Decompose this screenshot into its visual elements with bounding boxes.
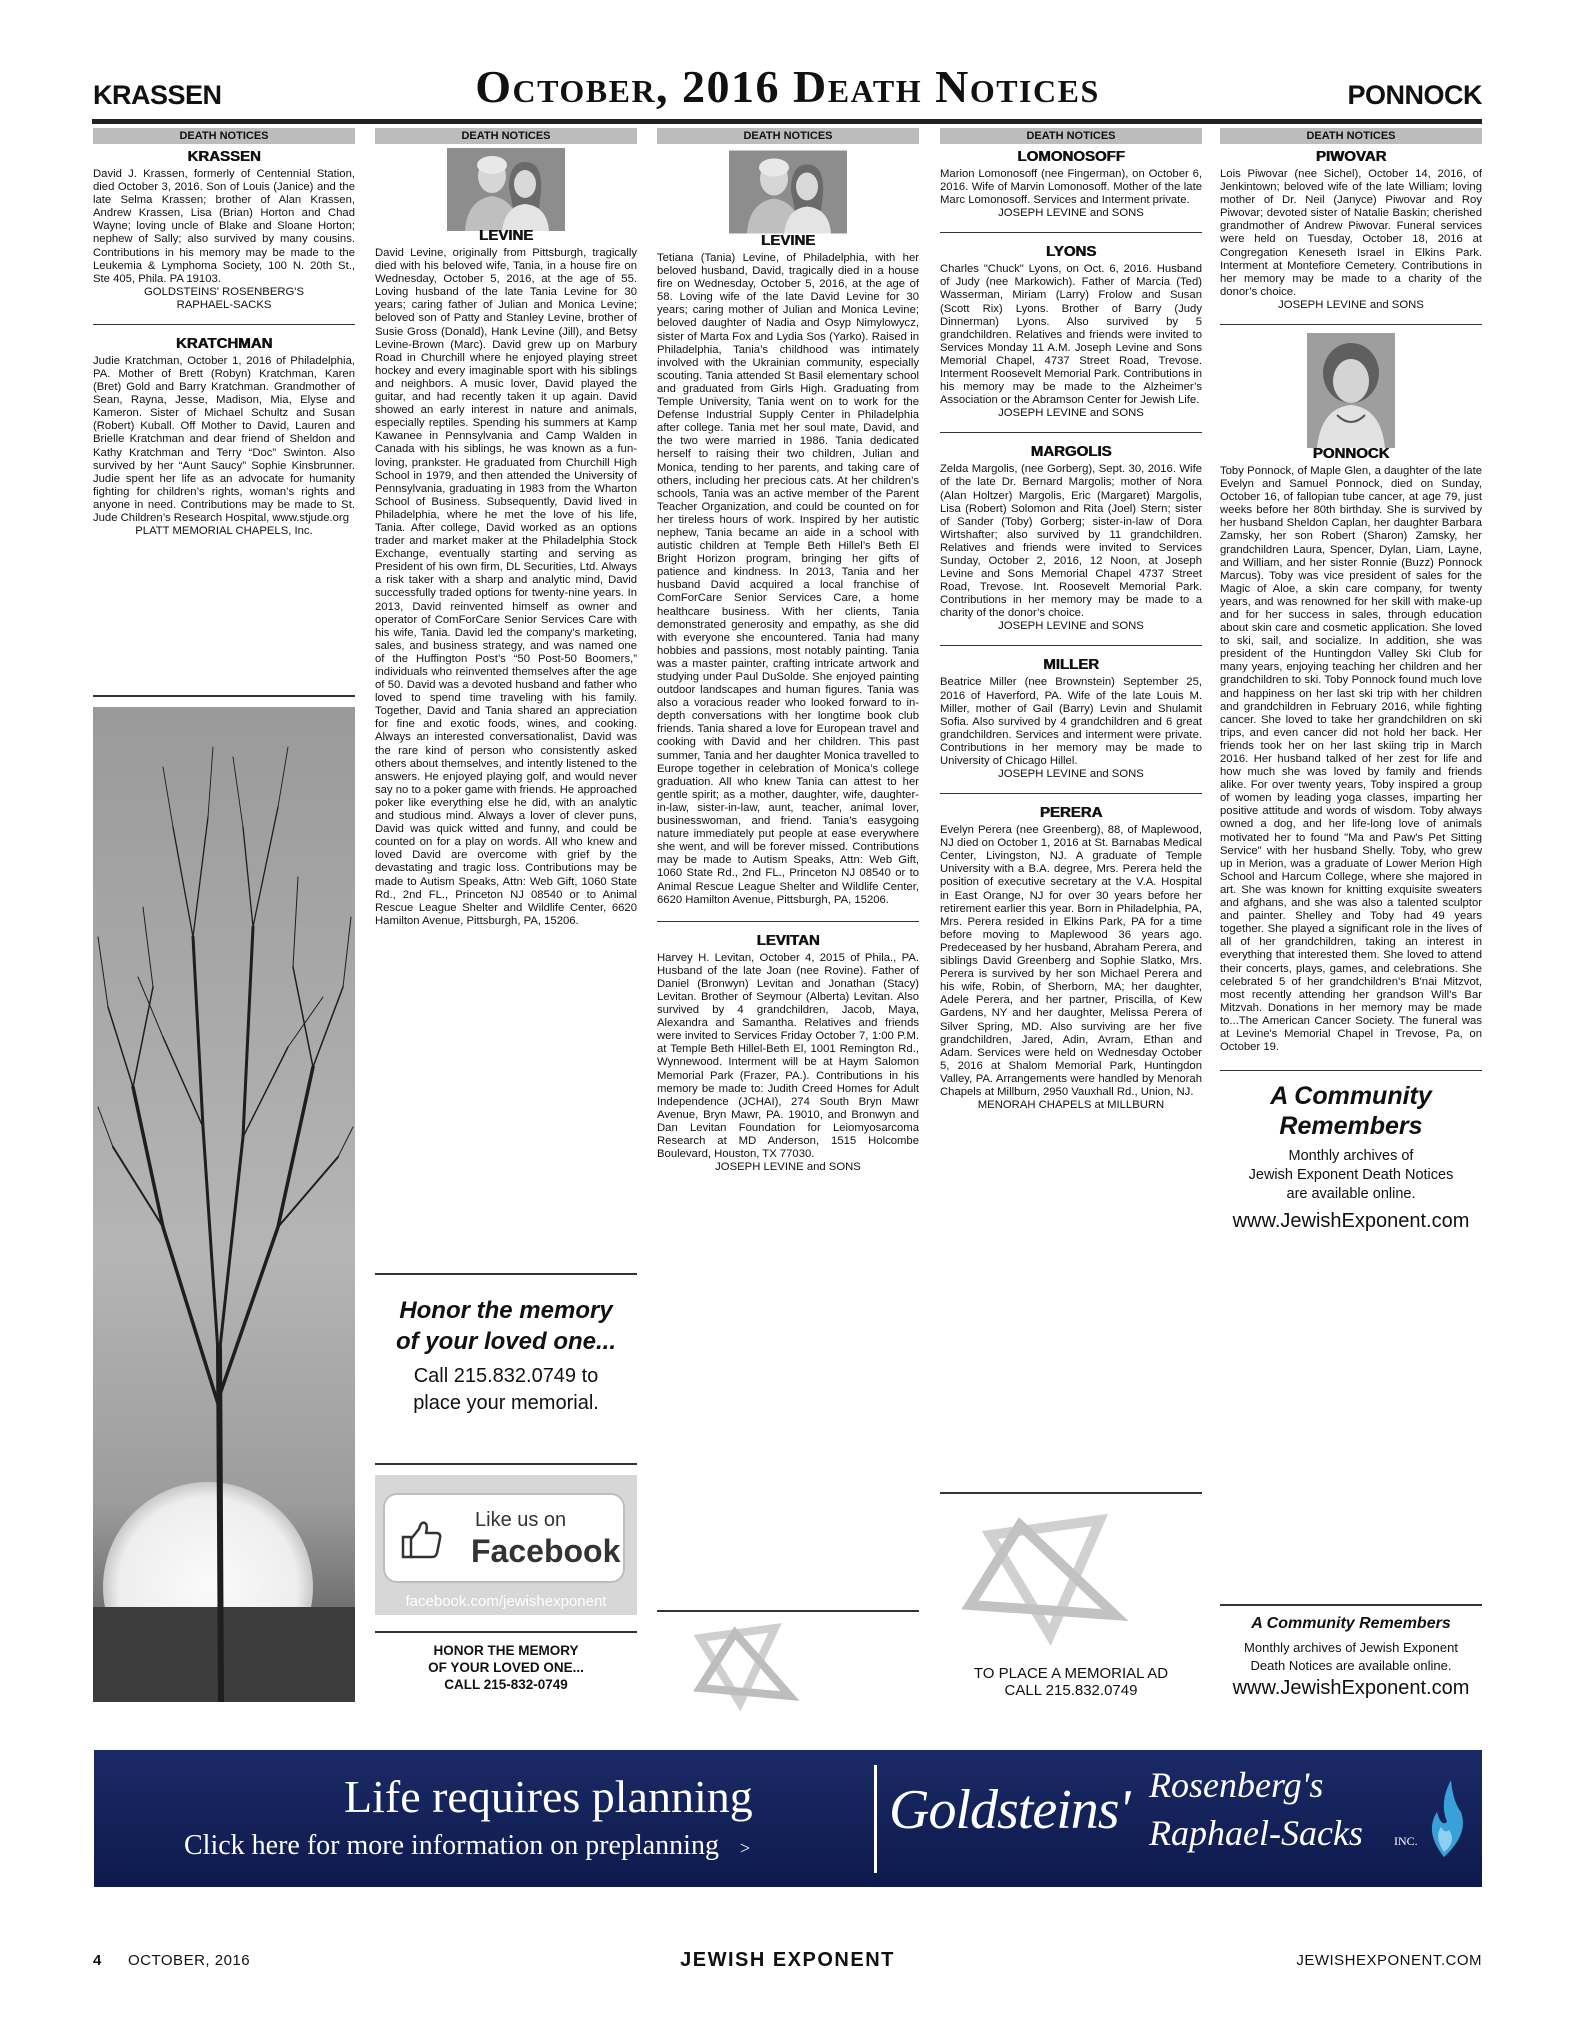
notice-text: Judie Kratchman, October 1, 2016 of Philadelphia, PA. Mother of Brett (Robyn) Kratchman, Karen (Bret) Gold and Barry Kratchman. Grandmother of Sean, Rayna, Jesse, Madison, Mia, Elyse and Kameron. Sister of Michael Schultz and Susan (Robert) Kuball. Off Mother to David, Lauren and Brielle Kratchman and dear friend of Sheldon and Kathy Kratchman and Terry “Doc” Swinton. Also survived by her “Aunt Saucy” Sophie Kinsbrunner. Judie spent her life as an advocate for humanity fighting for children’s rights, woman’s rights and anyone in need. Contributions may be made to St. Jude Children’s Research Hospital, www.stjude.org [93, 354, 355, 524]
notice-levitan [657, 932, 919, 1175]
footer-page-number: 4 [93, 1952, 102, 1969]
community-remembers-ad-small[interactable] [1220, 1613, 1482, 1700]
divider [1220, 324, 1482, 325]
banner-link[interactable] [184, 1830, 750, 1862]
star-of-david-icon [950, 1505, 1150, 1655]
notice-text: Toby Ponnock, of Maple Glen, a daughter of the late Evelyn and Samuel Ponnock, died on Sunday, October 16, of fallopian tube cancer, at age 79, just weeks before her 80th birthday. She is survived by her husband Sheldon Caplan, her daughter Barbara Zamsky, her son Robert (Sharon) Zamsky, her grandchildren Laura, Spencer, Dylan, Liam, Layne, and William, and her sister Ronnie (Buzz) Ponnock Marcus). Toby was vice president of sales for the Magic of Aloe, a skin care company, for twenty years, and was renowned for her skill with make-up and for her success in sales, through education about skin care and cosmetic application. She loved to ski, sail, and socialize. In addition, she was president of the Huntingdon Valley Ski Club for many years, enjoying teaching her children and her grandchildren to ski. Toby Ponnock found much love and happiness on her last ski trip with her children and grandchildren in February 2016, while fighting cancer. She loved to take her grandchildren on ski trips, and even cancer did not hold her back. Her friends took her on her last skiing trip in March 2016. Her husband talked of her zest for life and how much she was loved by family and friends alike. For over twenty years, Toby inspired a group of women by leading yoga classes, imparting her positive attitude and words of wisdom. Toby always owned a dog, and her life-long love of animals motivated her to found "Ma and Paw's Pet Sitting Service" with her husband Shelly. Toby, who grew up in Merion, was a graduate of Lower Merion High School and Harcum College, where she majored in art. She was known for knitting exquisite sweaters and afghans, and she was also a talented sculptor and painter. Shelley and Toby had 49 years together. She played a significant role in the lives of all of her grandchildren, taking an interest in everything that interested them. She loved to attend their concerts, plays, games, and celebrations. She celebrated 5 of her grandchildren's B'nai Mitzvot, most recently attending her grandson Will's Bar Mitzvah. Donations in her memory may be made to...The American Cancer Society. The funeral was at Levine's Memorial Chapel in Trevose, Pa, on October 19. [1220, 464, 1482, 1054]
cta-line: CALL 215-832-0749 [444, 1677, 568, 1692]
divider [375, 1463, 637, 1465]
notice-name: PIWOVAR [1315, 148, 1387, 165]
notice-text: Harvey H. Levitan, October 4, 2015 of Phila., PA. Husband of the late Joan (nee Rovine). Father of Daniel (Bronwyn) Levitan and Jonathan (Stacy) Levitan. Brother of Seymour (Alberta) Levitan. Also survived by 4 grandchildren, Jacob, Maya, Alexandra and Samantha. Relatives and friends were invited to Services Friday October 7, 1:00 P.M. at Temple Beth Hillel-Beth El, 1001 Remington Rd., Wynnewood. Interment will be at Haym Salomon Memorial Park (Frazer, PA.). Contributions in his memory be made to: Judith Creed Homes for Adult Independence (JCHAI), 274 South Bryn Mawr Avenue, Bryn Mawr, PA. 19010, and Bronwyn and Dan Levitan Foundation for Leiomyosarcoma Research at MD Anderson, 1515 Holcombe Boulevard, Houston, TX 77030. [657, 951, 919, 1161]
page-title: October, 2016 Death Notices [475, 61, 1100, 112]
banner-divider [874, 1765, 877, 1873]
divider [375, 1273, 637, 1275]
facebook-url[interactable]: facebook.com/jewishexponent [405, 1593, 607, 1610]
notice-signature: MENORAH CHAPELS at MILLBURN [977, 1099, 1165, 1112]
notice-name: LYONS [1045, 243, 1097, 261]
acr-subtitle: are available online. [1286, 1186, 1416, 1203]
acr-title: Remembers [1279, 1112, 1423, 1141]
notice-text: Lois Piwovar (nee Sichel), October 14, 2016, of Jenkintown; beloved wife of the late William; loving mother of Dr. Neil (Janyce) Piwovar and Roy Piwovar; devoted sister of Natalie Baskin; cherished grandmother of Andrew Piwovar. Funeral services were held on Tuesday, October 18, 2016 at Congregation Keneseth Israel in Elkins Park. Interment at Montefiore Cemetery. Contributions in her memory may be made to a charity of the donor’s choice. [1220, 168, 1482, 298]
notice-name: LEVINE [478, 227, 534, 244]
notice-name: KRASSEN [187, 148, 261, 165]
notice-text: Evelyn Perera (nee Greenberg), 88, of Maplewood, NJ died on October 1, 2016 at St. Barnabas Medical Center, Livingston, NJ. A graduate of Temple University with a B.A. degree, Mrs. Perera held the position of executive secretary at the V.A. Hospital in East Orange, NJ for over 30 years before her retirement earlier this year. Born in Philadelphia, PA, Mrs. Perera resided in Elkins Park, PA for a time before moving to Maplewood 36 years ago. Predeceased by her husband, Abraham Perera, and siblings David Greenberg and Sophie Slatko, Mrs. Perera is survived by her son Michael Perera and his wife, Robin, of Sherborn, MA; her daughter, Adele Perera, and her partner, Priscilla, of Kew Gardens, NY and her daughter, Melissa Perera of Silver Spring, MD. Also surviving are her five grandchildren, Jared, Adin, Avram, Ethan and Adam. Services were held on Wednesday October 5, 2016 at Shalom Memorial Park, Huntingdon Valley, PA. Arrangements were handled by Menorah Chapels at Millburn, 2950 Vauxhall Rd., Union, NJ. [940, 824, 1202, 1098]
header-right-name: PONNOCK [1347, 80, 1482, 110]
divider [940, 793, 1202, 794]
acr-title: A Community [1270, 1082, 1432, 1111]
star-of-david-icon [680, 1618, 880, 1718]
column-header: DEATH NOTICES [1220, 128, 1482, 144]
acr-subtitle: Monthly archives of Jewish Exponent [1244, 1640, 1458, 1655]
notice-name: LEVITAN [756, 931, 820, 949]
logo-raphael-sacks: Raphael-Sacks [1149, 1813, 1363, 1853]
column-5 [1220, 128, 1482, 1233]
cta-line: TO PLACE A MEMORIAL AD [973, 1665, 1169, 1682]
column-header: DEATH NOTICES [375, 128, 637, 144]
notice-signature: JOSEPH LEVINE and SONS [1278, 298, 1424, 311]
divider [375, 1631, 637, 1633]
divider [940, 1492, 1202, 1494]
notice-text: Beatrice Miller (nee Brownstein) September 25, 2016 of Haverford, PA. Wife of the late Louis M. Miller, mother of Gail (Barry) Levin and Shulamit Sofia. Also survived by 4 grandchildren and 6 great grandchildren. Services and interment were private. Contributions in her memory may be made to University of Chicago Hillel. [940, 676, 1202, 767]
notice-name: MILLER [1043, 656, 1099, 674]
notice-text: Marion Lomonosoff (nee Fingerman), on October 6, 2016. Wife of Marvin Lomonosoff. Mother of the late Marc Lomonosoff. Services and Interment private. [940, 168, 1202, 207]
place-memorial-cta [940, 1665, 1202, 1699]
tree-sun-photo [93, 707, 355, 1702]
notice-name: LEVINE [760, 232, 816, 249]
notice-signature: JOSEPH LEVINE and SONS [998, 768, 1144, 781]
column-4 [940, 128, 1202, 1112]
facebook-ad[interactable] [375, 1475, 637, 1615]
notice-signature: JOSEPH LEVINE and SONS [998, 407, 1144, 420]
honor-memory-cta [375, 1642, 637, 1693]
header-left-name: KRASSEN [93, 80, 222, 110]
column-header: DEATH NOTICES [93, 128, 355, 144]
couple-photo [729, 148, 847, 236]
facebook-like-text: Like us on [475, 1509, 567, 1531]
acr-title: A Community Remembers [1251, 1615, 1451, 1632]
notice-piwovar [1220, 148, 1482, 312]
notice-text: Tetiana (Tania) Levine, of Philadelphia, with her beloved husband, David, tragically died in a house fire on Wednesday, October 5, 2016, at the age of 58. Loving wife of the late David Levine for 30 years; caring mother of Julian and Monica Levine; beloved daughter of Nadia and Osyp Nimylowycz, sister of Marta Fox and Lydia Sos (Yarko). Raised in Philadelphia, Tania’s childhood was intimately involved with the Ukrainian community, especially scouting. Tania attended St Basil elementary school and graduated from Girls High. Graduating from Temple University, Tania went on to work for the Defense Industrial Supply Center in Philadelphia after college. Tania met her soul mate, David, and the two were married in 1986. Tania dedicated herself to raising their two children, Julian and Monica, tending to her parents, and taking care of others, including her precious cats. At her children’s schools, Tania was an active member of the Parent Teacher Organization, and could be counted on for her tireless hours of work. Inspired by her autistic nephew, Tania became an aide in a school with autistic children at Temple Beth Hillel’s Beth El Bright Horizon program, bringing her gifts of patience and kindness. In 2013, Tania and her husband David acquired a local franchise of ComForCare Senior Services Care, a home healthcare business. With her clients, Tania demonstrated generosity and empathy, as she did with everyone she encountered. Tania had many hobbies and passions, most notably painting. Tania was a master painter, crafting intricate artwork and studying under Paul DuSolde. She enjoyed painting outdoor landscapes and human figures. Tania was also a voracious reader who looked forward to in-depth conversations with her longtime book club friends. Tania shared a love for European travel and cooking with David and her children. This past summer, Tania and her daughter Monica travelled to Europe together in celebration of Monica’s college graduation. All who knew Tania can attest to her gentle spirit; as a mother, daughter, wife, daughter-in-law, sister-in-law, aunt, teacher, animal lover, businesswoman, and friend. Tania’s easygoing nature immediately put people at ease everywhere she went, and will be forever missed. Contributions may be made to Autism Speaks, Attn: Web Gift, 1060 State Rd., 2nd FL., Princeton NJ 08540 or to Animal Rescue League Shelter and Wildlife Center, 6620 Hamilton Avenue, Pittsburgh, PA, 15206. [657, 252, 919, 906]
notice-text: Charles "Chuck" Lyons, on Oct. 6, 2016. Husband of Judy (nee Markowich). Father of Marcia (Ted) Wasserman, Miriam (Larry) Frolow and Susan (Scott Rix) Lyons. Brother of Barry (Judy Dinnerman) Lyons. Also survived by 5 grandchildren. Relatives and friends were invited to Services Monday 11 A.M. Joseph Levine and Sons Memorial Chapel, 4737 Street Road, Trevose. Interment Roosevelt Memorial Park. Contributions in his memory may be made to the Alzheimer’s Association or the Abramson Center for Jewish Life. [940, 263, 1202, 407]
notice-text: David Levine, originally from Pittsburgh, tragically died with his beloved wife, Tania, in a house fire on Wednesday, October 5, 2016, at the age of 55. Loving husband of the late Tania Levine for 30 years; caring father of Julian and Monica Levine; beloved son of Patty and Stanley Levine, brother of Susie Gross (Donald), Hank Levine (Jill), and Betsy Levine-Brown (Marc). David grew up on Marbury Road in Churchill where he enjoyed playing street hockey and every imaginable sport with his siblings and neighbors. A music lover, David played the guitar, and had recently taken it up again. David showed an early interest in nature and animals, especially reptiles. Spending his summers at Kamp Kawanee in Pennsylvania and Camp Walden in Canada with his siblings, he was known as a fun-loving, prankster. He graduated from Churchill High School in 1979, and then attended the University of Pennsylvania, graduating in 1983 from the Wharton School of Business. Subsequently, David lived in Philadelphia, where he met the love of his life, Tania. After college, David worked as an options trader and market maker at the Philadelphia Stock Exchange, eventually starting and serving as President of his own firm, DL Securities, Ltd. Always a risk taker with a sharp and analytic mind, David successfully traded options for twenty-nine years. In 2013, David reinvented himself as owner and operator of ComForCare Senior Services Care with his wife, Tania. David led the company’s marketing, sales, and business strategy, and was named one of the Huffington Post’s “50 Post-50 Boomers,” individuals who reinvented themselves after the age of 50. David was a devoted husband and father who loved to spend time traveling with his family. Together, David and Tania shared an appreciation for fine and exotic foods, wines, and cooking. Always an interested conversationalist, David was the rare kind of person who consistently asked others about themselves, and intently listened to the answers. He enjoyed playing golf, and would never say no to a poker game with friends. He approached poker like everything else he did, with an analytic and studious mind. Always a lover of clever puns, David was quick witted and funny, and could be counted on for a play on words. All who knew and loved David are overcome with grief by the devastating and tragic loss. Contributions may be made to Autism Speaks, Attn: Web Gift, 1060 State Rd., 2nd FL., Princeton NJ 08540 or to Animal Rescue League Shelter and Wildlife Center, 6620 Hamilton Avenue, Pittsburgh, PA, 15206. [375, 247, 637, 927]
facebook-like-button[interactable] [385, 1495, 623, 1581]
column-1 [93, 128, 355, 538]
notice-name: PERERA [1039, 804, 1103, 822]
notice-signature: GOLDSTEINS' ROSENBERG'S [144, 285, 304, 298]
notice-name: LOMONOSOFF [1017, 148, 1125, 165]
notice-signature: RAPHAEL-SACKS [176, 298, 272, 311]
cta-line: HONOR THE MEMORY [433, 1643, 579, 1658]
honor-headline: Honor the memory [399, 1297, 613, 1324]
footer-date: OCTOBER, 2016 [128, 1952, 251, 1969]
divider [940, 232, 1202, 233]
honor-headline: of your loved one... [395, 1328, 617, 1355]
footer-site-link[interactable]: JEWISHEXPONENT.COM [1296, 1952, 1482, 1969]
divider [657, 1610, 919, 1612]
portrait-photo [1307, 333, 1395, 448]
cta-line: CALL 215.832.0749 [1004, 1682, 1138, 1699]
acr-subtitle: Jewish Exponent Death Notices [1248, 1167, 1454, 1184]
notice-signature: JOSEPH LEVINE and SONS [998, 207, 1144, 220]
notice-name: KRATCHMAN [175, 334, 273, 352]
facebook-brand: Facebook [471, 1533, 621, 1569]
notice-text: David J. Krassen, formerly of Centennial Station, died October 3, 2016. Son of Louis (Janice) and the late Selma Krassen; brother of Alan Krassen, Andrew Krassen, Lisa (Brian) Horton and Chad Wayne; loving uncle of Blake and Sloane Horton; nephew of Sally; also survived by many cousins. Contributions in his memory may be made to the Leukemia & Lymphoma Society, 100 N. 20th St., Ste 405, Phila. PA 19103. [93, 168, 355, 285]
logo-inc: INC. [1394, 1834, 1418, 1848]
preplanning-banner-ad[interactable] [94, 1750, 1482, 1887]
divider [93, 695, 355, 697]
column-header: DEATH NOTICES [657, 128, 919, 144]
notice-lomonosoff [940, 148, 1202, 220]
notice-miller [940, 656, 1202, 781]
community-remembers-ad[interactable] [1220, 1081, 1482, 1233]
notice-lyons [940, 243, 1202, 420]
column-3 [657, 128, 919, 1174]
banner-headline: Life requires planning [344, 1771, 753, 1822]
notice-signature: PLATT MEMORIAL CHAPELS, Inc. [135, 525, 313, 538]
notice-text: Zelda Margolis, (nee Gorberg), Sept. 30, 2016. Wife of the late Dr. Bernard Margolis; mother of Nora (Alan Holtzer) Margolis, Eric (Margaret) Margolis, Lisa (Robert) Solomon and Rita (Joel) Stern; sister of Sander (Toby) Gorberg; sister-in-law of Dora Wirtshafter; also survived by 11 grandchildren. Relatives and friends were invited to Services Sunday, October 2, 2016, 12 Noon, at Joseph Levine and Sons Memorial Chapel 4737 Street Road, Trevose. Int. Roosevelt Memorial Park. Contributions in her memory may be made to a charity of the donor’s choice. [940, 463, 1202, 620]
honor-call: place your memorial. [413, 1392, 599, 1414]
notice-name: PONNOCK [1312, 444, 1390, 462]
cta-line: OF YOUR LOVED ONE... [428, 1660, 584, 1675]
notice-name: MARGOLIS [1030, 443, 1112, 461]
footer-publication: JEWISH EXPONENT [680, 1949, 895, 1971]
divider [657, 921, 919, 922]
notice-kratchman [93, 335, 355, 538]
couple-photo [447, 148, 565, 231]
logo-goldsteins: Goldsteins' [889, 1779, 1130, 1841]
column-header: DEATH NOTICES [940, 128, 1202, 144]
acr-url-link[interactable]: www.JewishExponent.com [1232, 1210, 1470, 1233]
acr-subtitle: Death Notices are available online. [1250, 1658, 1452, 1673]
divider [940, 645, 1202, 646]
acr-subtitle: Monthly archives of [1288, 1148, 1414, 1165]
divider [1220, 1070, 1482, 1071]
column-2 [375, 128, 637, 928]
header-rule [92, 119, 1482, 124]
acr-url-link[interactable]: www.JewishExponent.com [1232, 1677, 1470, 1699]
divider [93, 324, 355, 325]
thumbs-up-icon [399, 1517, 443, 1561]
banner-subtext: Click here for more information on preplanning [184, 1830, 719, 1861]
notice-signature: JOSEPH LEVINE and SONS [998, 620, 1144, 633]
notice-perera [940, 804, 1202, 1112]
honor-memory-ad[interactable] [375, 1295, 637, 1417]
notice-krassen [93, 148, 355, 312]
logo-rosenbergs: Rosenberg's [1149, 1765, 1324, 1805]
chevron-right-icon: > [739, 1838, 751, 1858]
honor-call: Call 215.832.0749 to [413, 1365, 599, 1387]
flame-icon [1419, 1772, 1469, 1862]
divider [1220, 1604, 1482, 1606]
notice-margolis [940, 443, 1202, 633]
divider [940, 432, 1202, 433]
notice-signature: JOSEPH LEVINE and SONS [715, 1161, 861, 1174]
